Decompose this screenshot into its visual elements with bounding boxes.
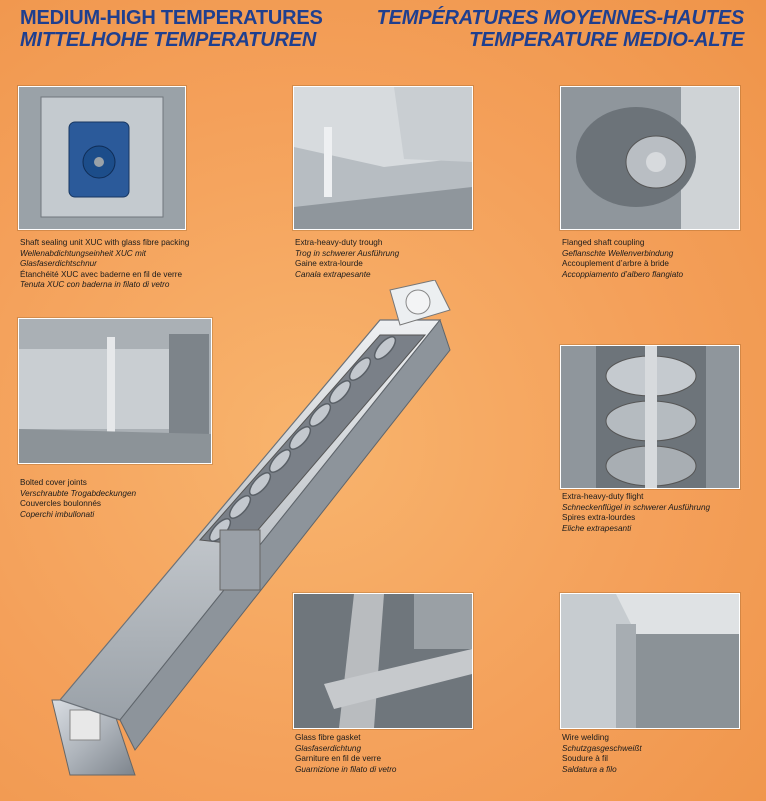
- caption-flight-it: Eliche extrapesanti: [562, 523, 632, 533]
- caption-coupling-fr: Accouplement d’arbre à bride: [562, 259, 669, 269]
- caption-flight: [562, 492, 710, 534]
- caption-flight-en: Extra-heavy-duty flight: [562, 492, 644, 501]
- heading-german: MITTELHOHE TEMPERATUREN: [20, 29, 317, 51]
- caption-gasket: [295, 733, 397, 775]
- caption-cover-joints: [20, 478, 136, 520]
- heading-french: TEMPÉRATURES MOYENNES-HAUTES: [376, 7, 744, 29]
- photo-extra-heavy-duty-flight: [560, 345, 740, 489]
- photo-flanged-shaft-coupling: [560, 86, 740, 230]
- caption-trough-de: Trog in schwerer Ausführung: [295, 248, 400, 258]
- caption-welding: [562, 733, 642, 775]
- photo-shaft-sealing-unit: [18, 86, 186, 230]
- caption-shaft-sealing-it: Tenuta XUC con baderna in filato di vetro: [20, 280, 170, 290]
- caption-gasket-en: Glass fibre gasket: [295, 733, 361, 742]
- caption-shaft-sealing-de-2: Glasfaserdichtschnur: [20, 259, 97, 269]
- caption-welding-fr: Soudure à fil: [562, 754, 608, 764]
- caption-trough-en: Extra-heavy-duty trough: [295, 238, 383, 247]
- caption-gasket-de: Glasfaserdichtung: [295, 743, 361, 753]
- heading-english: MEDIUM-HIGH TEMPERATURES: [20, 7, 323, 29]
- caption-cover-joints-de: Verschraubte Trogabdeckungen: [20, 488, 137, 498]
- caption-cover-joints-it: Coperchi imbullonati: [20, 509, 95, 519]
- caption-shaft-sealing-fr: Étanchéité XUC avec baderne en fil de verre: [20, 269, 183, 279]
- photo-bolted-cover-joints: [18, 318, 212, 464]
- caption-coupling: [562, 238, 683, 280]
- caption-coupling-de: Geflanschte Wellenverbindung: [562, 248, 674, 258]
- caption-coupling-en: Flanged shaft coupling: [562, 238, 645, 247]
- caption-trough-it: Canala extrapesante: [295, 269, 371, 279]
- photo-glass-fibre-gasket: [293, 593, 473, 729]
- caption-coupling-it: Accoppiamento d’albero flangiato: [562, 269, 684, 279]
- caption-gasket-fr: Garniture en fil de verre: [295, 754, 382, 764]
- photo-extra-heavy-duty-trough: [293, 86, 473, 230]
- caption-welding-en: Wire welding: [562, 733, 609, 742]
- caption-gasket-it: Guarnizione in filato di vetro: [295, 764, 397, 774]
- caption-flight-fr: Spires extra-lourdes: [562, 513, 636, 523]
- caption-shaft-sealing-de-1: Wellenabdichtungseinheit XUC mit: [20, 248, 146, 258]
- caption-trough: [295, 238, 399, 280]
- heading-italian: TEMPERATURE MEDIO-ALTE: [469, 29, 744, 51]
- caption-cover-joints-en: Bolted cover joints: [20, 478, 87, 487]
- caption-welding-de: Schutzgasgeschweißt: [562, 743, 642, 753]
- caption-cover-joints-fr: Couvercles boulonnés: [20, 499, 102, 509]
- caption-shaft-sealing-en: Shaft sealing unit XUC with glass fibre packing: [20, 238, 190, 247]
- caption-welding-it: Saldatura a filo: [562, 764, 617, 774]
- caption-shaft-sealing: [20, 238, 189, 291]
- photo-wire-welding: [560, 593, 740, 729]
- caption-trough-fr: Gaine extra-lourde: [295, 259, 363, 269]
- caption-flight-de: Schneckenflügel in schwerer Ausführung: [562, 502, 711, 512]
